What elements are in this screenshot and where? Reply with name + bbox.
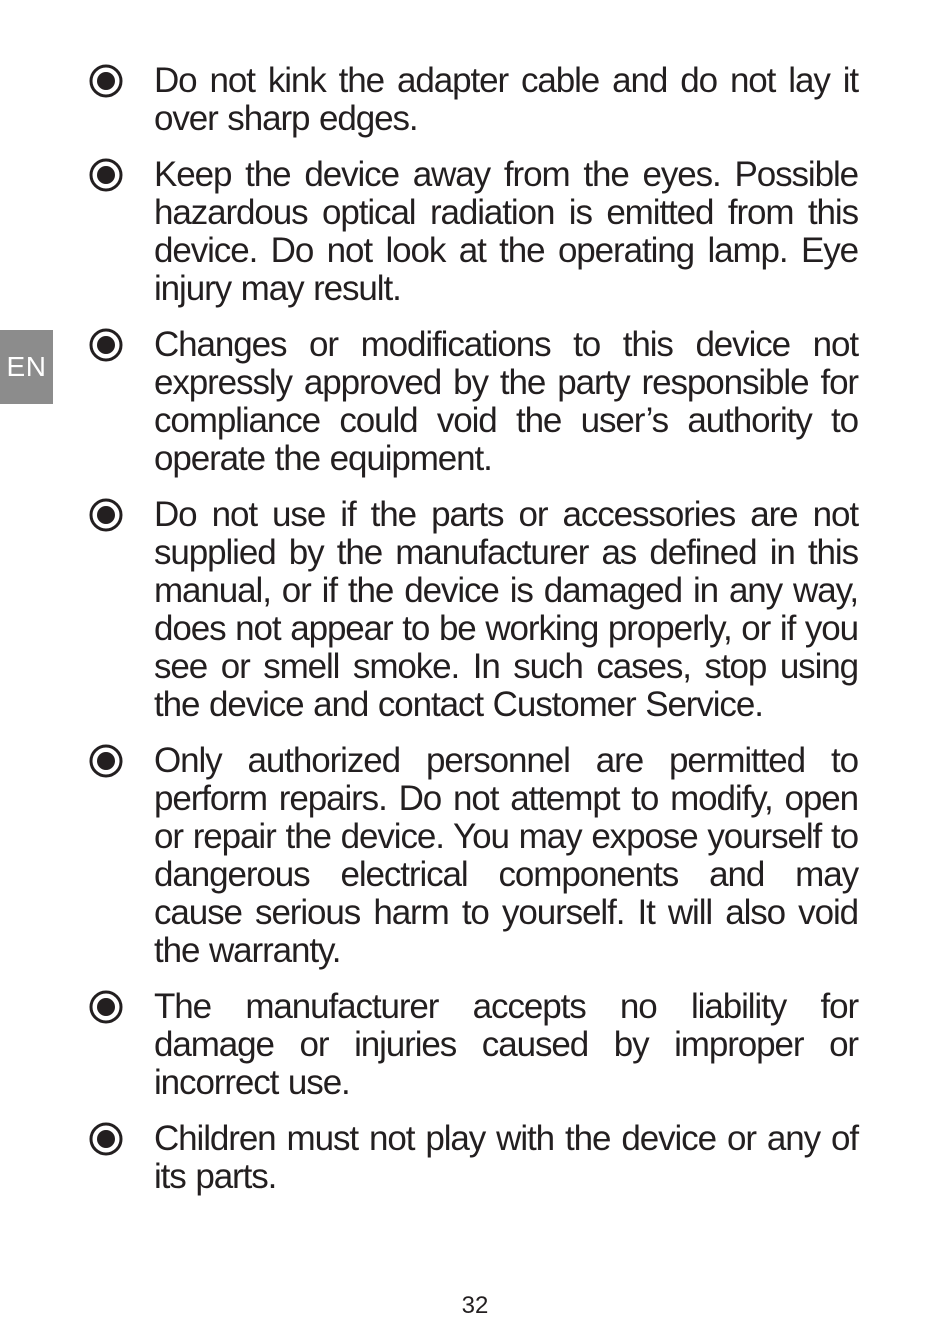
radio-dot-icon: [88, 62, 154, 100]
list-item: [88, 742, 858, 970]
list-item: [88, 988, 858, 1102]
list-item-text: Only authorized personnel are permitted to perform repairs. Do not attempt to modify, open or repair the device. You may expose yourself to dangerous electrical components and may cause serious harm to yourself. It will also void the warranty.: [154, 741, 858, 970]
list-item: [88, 156, 858, 308]
language-tab: EN: [0, 330, 53, 404]
radio-dot-icon: [88, 496, 154, 534]
page-number: 32: [461, 1292, 489, 1319]
list-item: [88, 1120, 858, 1196]
radio-dot-icon: [88, 326, 154, 364]
list-item-text: Do not kink the adapter cable and do not lay it over sharp edges.: [154, 61, 858, 138]
list-item: [88, 326, 858, 478]
list-item: [88, 62, 858, 138]
list-item-text: Children must not play with the device or any of its parts.: [154, 1119, 858, 1196]
list-item-text: Changes or modifications to this device not expressly approved by the party responsible for compliance could void the user’s authority to operate the equipment.: [154, 325, 858, 478]
radio-dot-icon: [88, 988, 154, 1026]
list-item-text: The manufacturer accepts no liability for damage or injuries caused by improper or incorrect use.: [154, 987, 858, 1102]
list-item-text: Do not use if the parts or accessories are not supplied by the manufacturer as defined in this manual, or if the device is damaged in any way, does not appear to be working properly, or if you see or smell smoke. In such cases, stop using the device and contact Customer Service.: [154, 495, 858, 724]
radio-dot-icon: [88, 1120, 154, 1158]
radio-dot-icon: [88, 156, 154, 194]
list-item: [88, 496, 858, 724]
safety-instructions-list: [88, 62, 858, 1196]
radio-dot-icon: [88, 742, 154, 780]
list-item-text: Keep the device away from the eyes. Possible hazardous optical radiation is emitted from this device. Do not look at the operating lamp. Eye injury may result.: [154, 155, 858, 308]
